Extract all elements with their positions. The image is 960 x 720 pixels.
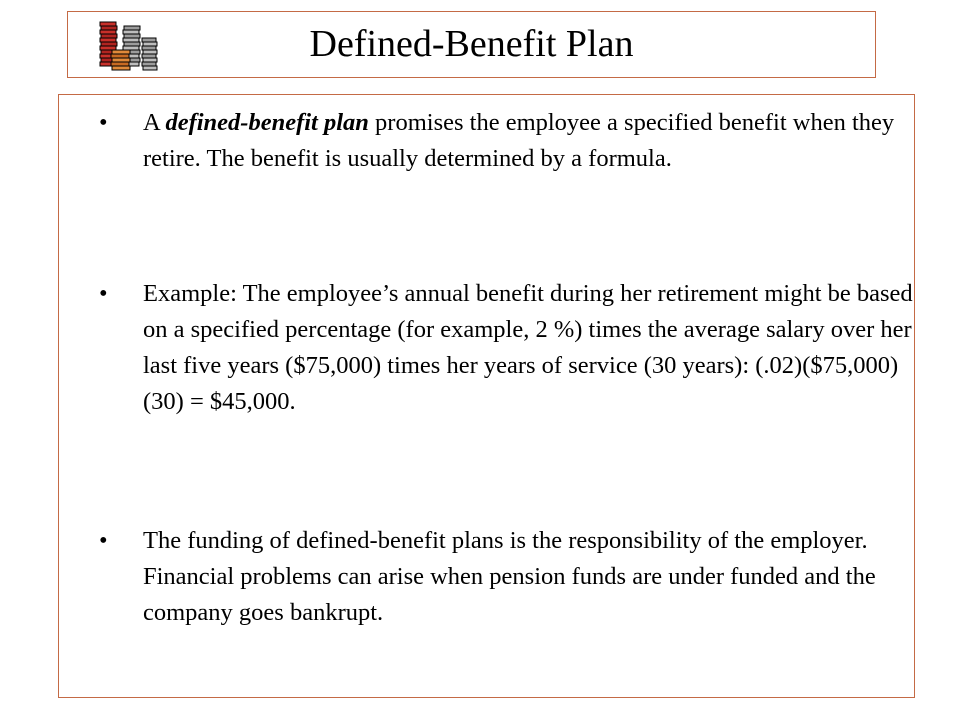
title-box — [67, 11, 876, 78]
bullet-mark: • — [99, 109, 108, 136]
defined-term: defined-benefit plan — [165, 109, 369, 136]
slide-title: Defined-Benefit Plan — [309, 23, 634, 65]
bullet-text: The funding of defined-benefit plans is the responsibility of the employer. Financial problems can arise when pension funds are under funded and the company goes bankrupt. — [143, 527, 876, 626]
bullet-suffix: promises the employee a specified benefit when they retire. The benefit is usually determined by a formula. — [143, 109, 895, 172]
bullet-prefix: A — [143, 109, 166, 136]
bullet-text — [143, 105, 903, 177]
bullet-text: Example: The employee’s annual benefit during her retirement might be based on a specified percentage (for example, 2 %) times the average salary over her last five years ($75,000) times her years of service (30 years): (.02)($75,000)(30) = $45,000. — [143, 280, 913, 415]
bullet-mark: • — [99, 280, 108, 307]
content-box — [58, 94, 915, 698]
bullet-mark: • — [99, 527, 108, 554]
